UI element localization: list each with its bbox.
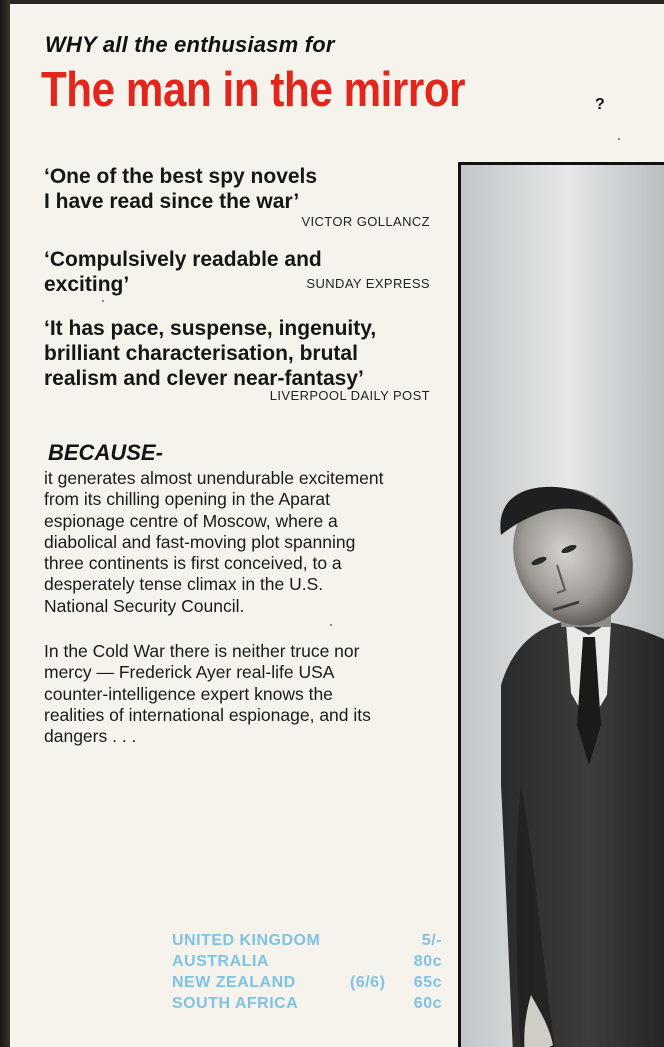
paper-speck — [618, 138, 620, 140]
author-photo — [458, 162, 664, 1047]
price-country: SOUTH AFRICA — [172, 995, 299, 1012]
price-row — [172, 932, 442, 953]
book-title: The man in the mirror — [41, 63, 466, 117]
review-quote-2: ‘Compulsively readable and exciting’ — [44, 248, 322, 296]
price-value: 80c — [413, 953, 442, 970]
price-value: 5/- — [421, 932, 442, 949]
review-quote-3: ‘It has pace, suspense, ingenuity, brilliant characterisation, brutal realism and clever near-fantasy’ — [44, 317, 377, 390]
price-old-value: (6/6) — [350, 974, 386, 991]
price-row — [172, 995, 442, 1016]
review-source-3: LIVERPOOL DAILY POST — [269, 388, 430, 403]
review-source-1: VICTOR GOLLANCZ — [301, 214, 430, 229]
review-quote-1: ‘One of the best spy novels I have read since the war’ — [44, 165, 318, 213]
man-portrait-image — [461, 165, 664, 1047]
because-heading: BECAUSE- — [48, 440, 163, 465]
blurb-paragraph-1: it generates almost unendurable excitement from its chilling opening in the Aparat espionage centre of Moscow, where a diabolical and fast-moving plot spanning three continents is first conceived, to a desperately tense climax in the U.S. National Security Council. — [44, 468, 384, 616]
title-question-mark: ? — [595, 96, 605, 113]
price-row — [172, 974, 442, 995]
price-country: UNITED KINGDOM — [172, 932, 321, 949]
book-back-cover — [10, 4, 664, 1047]
paper-speck — [330, 624, 332, 626]
price-value: 65c — [413, 974, 442, 991]
blurb-paragraph-2: In the Cold War there is neither truce nor mercy — Frederick Ayer real-life USA counter-intelligence expert knows the realities of international espionage, and its dangers . . . — [44, 641, 371, 747]
review-source-2: SUNDAY EXPRESS — [306, 276, 430, 291]
price-row — [172, 953, 442, 974]
paper-speck — [102, 300, 104, 302]
kicker-text: WHY all the enthusiasm for — [45, 32, 335, 57]
book-spine-shadow — [0, 0, 10, 1047]
price-country: AUSTRALIA — [172, 953, 269, 970]
price-list — [172, 932, 442, 1016]
price-country: NEW ZEALAND — [172, 974, 296, 991]
price-value: 60c — [413, 995, 442, 1012]
